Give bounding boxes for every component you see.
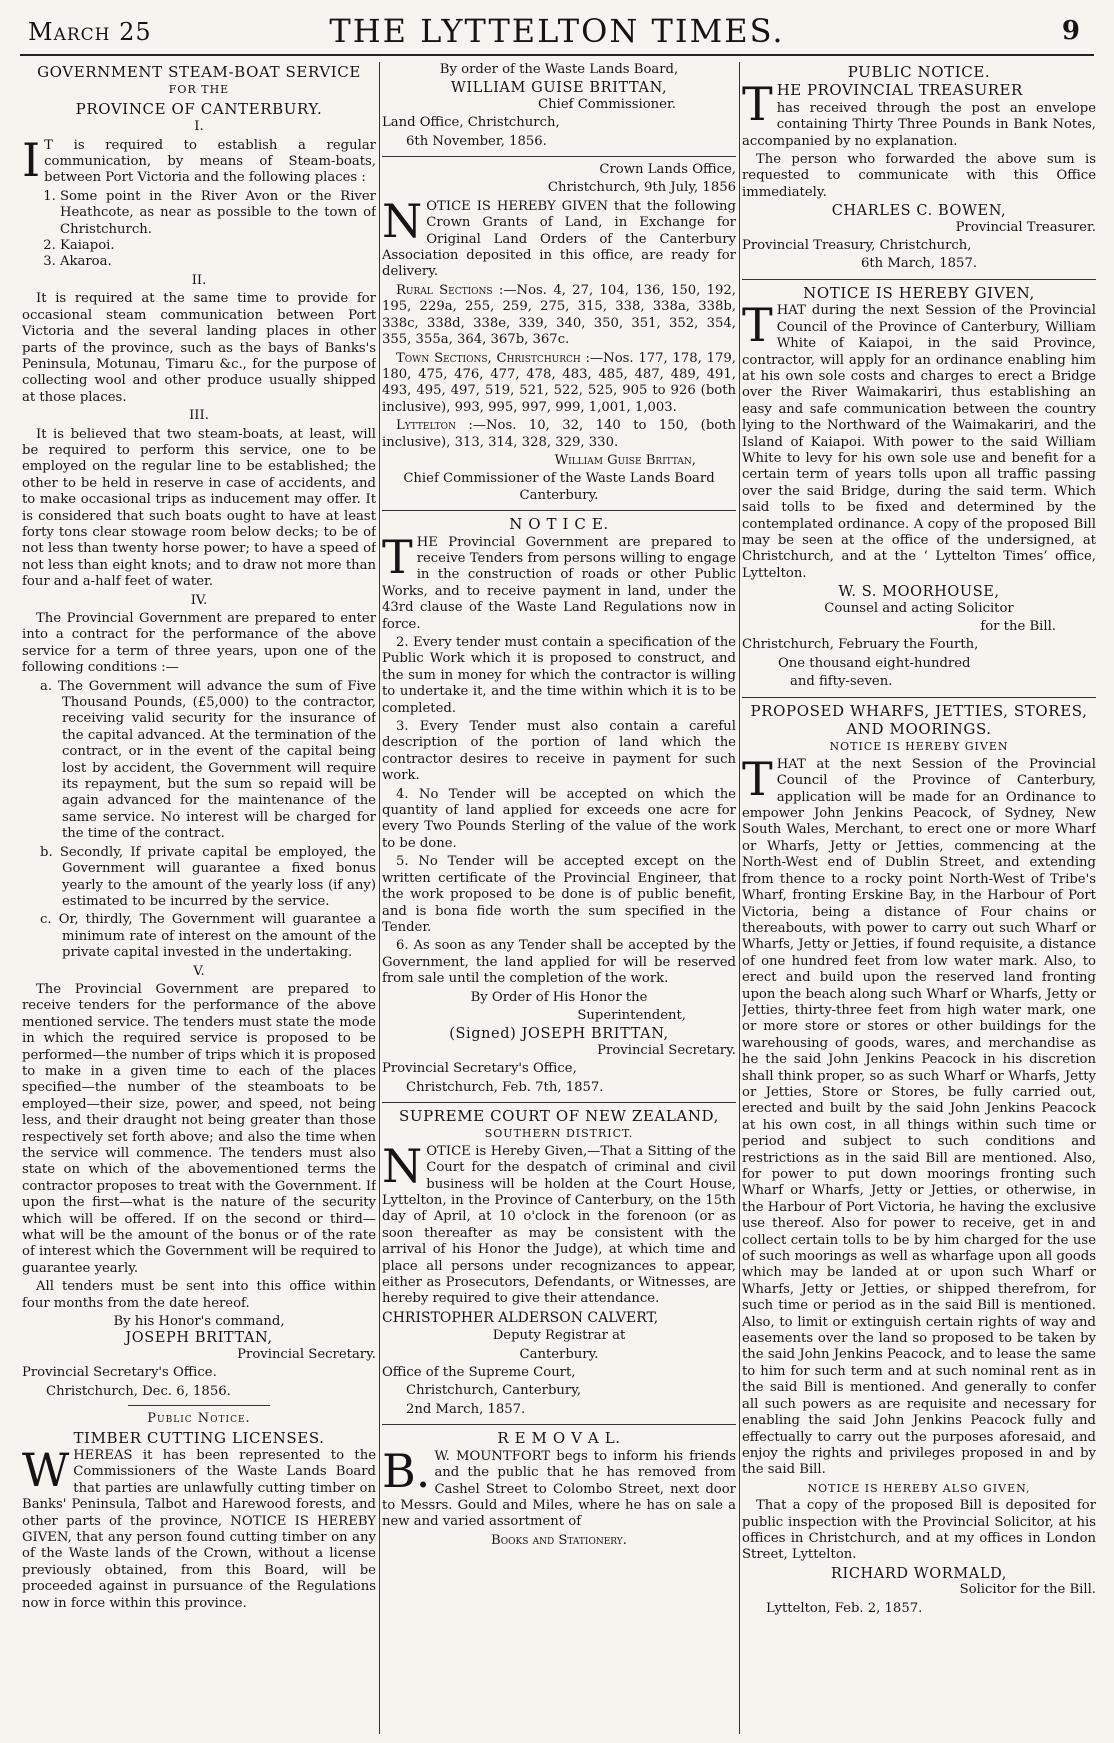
court-notice	[382, 1108, 736, 1418]
signatory-name: RICHARD WORMALD,	[831, 1565, 1007, 1582]
condition-item: c. Or, thirdly, The Government will guarantee a minimum rate of interest on the amount of the private capital invested in the undertaking.	[40, 912, 376, 961]
masthead	[20, 8, 1094, 56]
signature-line: Superintendent,	[577, 1007, 686, 1023]
notice-subtitle: NOTICE IS HEREBY ALSO GIVEN,	[807, 1481, 1031, 1495]
list-item: 3. Akaroa.	[60, 254, 376, 270]
date-line: Christchurch, Dec. 6, 1856.	[46, 1383, 231, 1399]
signature-line: By order of the Waste Lands Board,	[439, 62, 679, 77]
section-number: IV.	[190, 592, 208, 608]
notice-subtitle: SOUTHERN DISTRICT.	[484, 1127, 634, 1141]
section-number: II.	[191, 272, 207, 288]
notice-title: PUBLIC NOTICE.	[847, 63, 991, 81]
divider	[382, 156, 736, 157]
signature-line: By Order of His Honor the	[470, 989, 648, 1005]
column-3	[742, 62, 1096, 1734]
paragraph: THAT at the next Session of the Provincial Council of the Province of Canterbury, application will be made for an Ordinance to empower John Jenkins Peacock, of Sydney, New South Wales, Merchant, to erect one or more Wharf or Wharfs, Jetty or Jetties, commencing at the North-West end of Dublin Street, and extending from thence to a rocky point North-West of Tribe's Wharf, fronting Erskine Bay, in the Harbour of Port Victoria, being a distance of Four chains or thereabouts, with power to carry out such Wharf or Wharfs, Jetty or Jetties, if found requisite, a distance of one hundred feet from low water mark. Also, to erect and build upon the reserved land fronting upon the beach along such Wharf or Wharfs, Jetty or Jetties, thirty-three feet from high water mark, one or more store or stores or other buildings for the warehousing of goods, wares, and merchandise as he the said John Jenkins Peacock in his discretion shall think proper, so as such Wharf or Wharfs, Jetty or Jetties, Store or Stores, be fully carried out, erected and built by the said John Jenkins Peacock at his own cost, in all things within such time or period and subject to such conditions and restrictions as in the said Bill are mentioned. Also, for power to put down moorings fronting such Wharf or Wharfs, Jetty or Jetties, or otherwise, in the Harbour of Port Victoria, he having the exclusive use thereof. Also for power to receive, get in and collect certain tolls to be by him charged for the use of such moorings as well as wharfage upon all goods which may be landed at or upon such Wharf or Wharfs, Jetty or Jetties, or shipped therefrom, for such time or period as in the said Bill is mentioned. Also, to limit or extinguish certain rights of way and easements over the land so proposed to be taken by the said John Jenkins Peacock, and to lease the same to him for such term and at such nominal rent as in the said Bill is mentioned. And generally to confer all such powers as are requisite and necessary for enabling the said John Jenkins Peacock fully and effectually to carry out the purposes aforesaid, and enjoy the rights and privileges proposed in and by the said Bill.	[742, 751, 1096, 1478]
signatory-role: Deputy Registrar at	[492, 1328, 626, 1344]
section-label: Rural Sections :—	[396, 282, 517, 298]
notice-title: NOTICE IS HEREBY GIVEN,	[803, 283, 1035, 302]
date-line: and fifty-seven.	[790, 674, 893, 690]
signatory-name: (Signed) JOSEPH BRITTAN,	[449, 1026, 669, 1043]
date-line: 2nd March, 1857.	[406, 1401, 526, 1417]
notice-title: AND MOORINGS.	[846, 720, 992, 739]
paragraph: NOTICE is Hereby Given,—That a Sitting of the Court for the despatch of criminal and civil business will be holden at the Court House, Lyttelton, in the Province of Canterbury, on the 15th day of April, at 10 o'clock in the forenoon (or as soon thereafter as may be consistent with the arrival of his Honor the Judge), at which time and place all persons under recognizances to appear, either as Prosecutors, Defendants, or Witnesses, are hereby required to give their attendance.	[382, 1138, 736, 1307]
divider	[382, 1102, 736, 1103]
date-line: 6th November, 1856.	[406, 133, 547, 149]
paragraph: The person who forwarded the above sum is requested to communicate with this Office immediately.	[742, 152, 1096, 200]
column-2	[382, 62, 736, 1734]
paragraph: B. W. MOUNTFORT begs to inform his friends and the public that he has removed from Cashel Street to Colombo Street, next door to Messrs. Gould and Miles, where he has on sale a new and varied assortment of	[382, 1443, 736, 1530]
office-line: Provincial Secretary's Office,	[382, 1061, 577, 1077]
paragraph: 3. Every Tender must also contain a careful description of the portion of land which the contractor desires to receive in payment for such work.	[382, 719, 736, 784]
treasurer-notice	[742, 64, 1096, 273]
paragraph: That a copy of the proposed Bill is deposited for public inspection with the Provincial Solicitor, at his offices in Christchurch, and at my offices in London Street, Lyttelton.	[742, 1498, 1096, 1563]
office-line: Provincial Treasury, Christchurch,	[742, 238, 972, 254]
office-line: Provincial Secretary's Office.	[22, 1365, 217, 1381]
column-1	[22, 62, 376, 1734]
signatory-role: Solicitor for the Bill.	[959, 1582, 1096, 1598]
notice-title: TIMBER CUTTING LICENSES.	[73, 1428, 325, 1447]
paragraph: THE Provincial Government are prepared to receive Tenders from persons willing to engage in the construction of roads or other Public Works, and to receive payment in land, under the 43rd clause of the Waste Land Regulations now in force.	[382, 529, 736, 632]
notice-title: PROPOSED WHARFS, JETTIES, STORES,	[750, 701, 1088, 720]
section-number: V.	[193, 963, 205, 979]
signatory-name: CHRISTOPHER ALDERSON CALVERT,	[382, 1309, 659, 1326]
paragraph: It is required at the same time to provide for occasional steam communication between Port Victoria and the several landing places in other parts of the province, such as the bays of Banks's Peninsula, Motunau, Timaru &c., for the purpose of collecting wool and other produce usually shipped at those places.	[22, 291, 376, 405]
divider	[742, 697, 1096, 698]
timber-notice-continued	[382, 62, 736, 150]
paragraph: It is believed that two steam-boats, at least, will be required to perform this service, one to be employed on the regular line to be established; the other to be held in reserve in case of accidents, and to make occasional trips as inducement may offer. It is considered that such boats ought to have at least forty tons clear stowage room below decks; to be of not less than twenty horse power; to have a speed of not less than eight knots; and to draw not more than four and a-half feet of water.	[22, 426, 376, 590]
section-number: I.	[194, 119, 204, 135]
crown-grants-notice	[382, 162, 736, 504]
signatory-name: W. S. MOORHOUSE,	[838, 584, 1000, 601]
signatory-role: Chief Commissioner of the Waste Lands Board Canterbury.	[403, 471, 715, 503]
divider	[128, 1405, 270, 1406]
timber-notice	[22, 1411, 376, 1612]
goods-line: Books and Stationery.	[491, 1532, 627, 1548]
paragraph: 5. No Tender will be accepted except on the written certificate of the Provincial Engineer, that the work proposed to be done is of public benefit, and is bona fide worth the sum specified in the Tender.	[382, 854, 736, 935]
date-line: Lyttelton, Feb. 2, 1857.	[766, 1600, 923, 1616]
date-line: Christchurch, 9th July, 1856	[547, 180, 736, 196]
paragraph: THE PROVINCIAL TREASURER has received through the post an envelope containing Thirty Three Pounds in Bank Notes, accompanied by no explanation.	[742, 77, 1096, 149]
notice-title: R E M O V A L.	[497, 1429, 621, 1448]
section-label: Lyttelton :—	[396, 418, 486, 434]
drop-cap: T	[742, 77, 773, 132]
tenders-notice	[382, 516, 736, 1096]
office-line: Office of the Supreme Court,	[382, 1365, 576, 1381]
office-line: Christchurch, Canterbury,	[406, 1383, 582, 1399]
drop-cap: N	[382, 193, 423, 248]
signatory-role: Provincial Secretary.	[597, 1042, 736, 1058]
signatory-role: Canterbury.	[519, 1346, 599, 1362]
drop-cap: I	[22, 132, 41, 187]
notice-title: PROVINCE OF CANTERBURY.	[75, 99, 323, 118]
signature-line: By his Honor's command,	[113, 1314, 285, 1330]
paragraph: 4. No Tender will be accepted on which the quantity of land applied for exceeds one acre for every Two Pounds Sterling of the value of the work to be done.	[382, 786, 736, 851]
signatory-role: Provincial Treasurer.	[955, 219, 1096, 235]
lead-line: HE PROVINCIAL TREASURER	[776, 81, 1023, 100]
place-line: Christchurch, February the Fourth,	[742, 637, 979, 653]
newspaper-title: THE LYTTELTON TIMES.	[329, 12, 785, 50]
date-line: Christchurch, Feb. 7th, 1857.	[406, 1079, 604, 1095]
places-list	[22, 189, 376, 271]
drop-cap: T	[382, 529, 413, 584]
notice-title: N O T I C E.	[509, 515, 609, 534]
page-number: 9	[1061, 16, 1080, 46]
divider	[382, 510, 736, 511]
signatory-role: for the Bill.	[980, 619, 1056, 634]
date-line: One thousand eight-hundred	[778, 655, 971, 671]
signatory-name: CHARLES C. BOWEN,	[831, 203, 1007, 220]
paragraph: Town Sections, Christchurch :—Nos. 177, 178, 179, 180, 475, 476, 477, 478, 483, 485, 487, 489, 491, 493, 495, 497, 519, 521, 522, 525, 905 to 926 (both inclusive), 993, 995, 997, 999, 1,001, 1,003.	[382, 350, 736, 415]
section-number: III.	[189, 408, 209, 424]
section-label: Town Sections, Christchurch :—	[396, 350, 604, 366]
drop-cap: N	[382, 1138, 423, 1193]
divider	[382, 1424, 736, 1425]
paragraph: I T is required to establish a regular communication, by means of Steam-boats, between Port Victoria and the following places :	[22, 132, 376, 187]
paragraph: All tenders must be sent into this office within four months from the date hereof.	[22, 1279, 376, 1311]
drop-cap: T	[742, 298, 773, 353]
removal-notice	[382, 1430, 736, 1549]
paragraph: The Provincial Government are prepared to enter into a contract for the performance of the above service for a term of three years, upon one of the following conditions :—	[22, 611, 376, 676]
office-line: Crown Lands Office,	[599, 162, 736, 178]
column-rule	[739, 62, 740, 1734]
paragraph: NOTICE IS HEREBY GIVEN that the following Crown Grants of Land, in Exchange for Original Land Orders of the Canterbury Association deposited in this office, are ready for delivery.	[382, 193, 736, 280]
list-item: 2. Kaiapoi.	[60, 238, 376, 254]
signatory-name: JOSEPH BRITTAN,	[125, 1330, 273, 1347]
paragraph: THAT during the next Session of the Provincial Council of the Province of Canterbury, William White of Kaiapoi, in the said Province, contractor, will apply for an ordinance enabling him at his own sole costs and charges to erect a Bridge over the River Waimakariri, thus establishing an easy and safe communication between the country lying to the Northward of the Waimakariri, and the Island of Kaiapoi. With power to the said William White to levy for his own sole use and benefit for a certain term of years tolls upon all traffic passing over the said Bridge, during the said term. Which said tolls to be fixed and determined by the contemplated ordinance. A copy of the proposed Bill may be seen at the office of the undersigned, at Christchurch, and at the ‘ Lyttelton Times’ office, Lyttelton.	[742, 298, 1096, 581]
list-item: 1. Some point in the River Avon or the River Heathcote, as near as possible to the town of Christchurch.	[60, 189, 376, 238]
drop-cap: T	[742, 751, 773, 806]
notice-title: GOVERNMENT STEAM-BOAT SERVICE	[37, 63, 361, 81]
signatory-role: Counsel and acting Solicitor	[824, 600, 1014, 616]
drop-cap: B.	[382, 1443, 431, 1498]
steamboat-notice	[22, 64, 376, 1400]
wharf-notice	[742, 703, 1096, 1617]
paragraph: WHEREAS it has been represented to the Commissioners of the Waste Lands Board that parties are unlawfully cutting timber on Banks' Peninsula, Talbot and Harewood forests, and other parts of the province, NOTICE IS HEREBY GIVEN, that any person found cutting timber on any of the Waste lands of the Crown, without a license previously obtained, from this Board, will be proceeded against in pursuance of the Regulations now in force within this province.	[22, 1442, 376, 1611]
date-line: 6th March, 1857.	[860, 256, 978, 272]
paragraph: 2. Every tender must contain a specification of the Public Work which it is proposed to construct, and the sum in money for which the contractor is willing to undertake it, and the time within which it is to be completed.	[382, 635, 736, 716]
divider	[742, 279, 1096, 280]
paragraph: The Provincial Government are prepared to receive tenders for the performance of the above mentioned service. The tenders must state the mode in which the required service is proposed to be performed—the number of trips which it is proposed to make in a given time to each of the places specified—the number of the steamboats to be employed—their size, power, and speed, not being less, and their draught not being greater than those respectively set forth above; and also the time when the service will commence. The tenders must also state on which of the abovementioned terms the contractor proposes to treat with the Government. If upon the first—what is the nature of the security which will be offered. If on the second or third—what will be the amount of the bonus or of the rate of interest which the Government will be required to guarantee yearly.	[22, 981, 376, 1276]
signatory-name: WILLIAM GUISE BRITTAN,	[450, 80, 668, 97]
paragraph: Lyttelton :—Nos. 10, 32, 140 to 150, (both inclusive), 313, 314, 328, 329, 330.	[382, 418, 736, 450]
paragraph: Rural Sections :—Nos. 4, 27, 104, 136, 150, 192, 195, 229a, 255, 259, 275, 315, 338, 338a, 338b, 338c, 338d, 338e, 339, 340, 350, 351, 352, 354, 355, 355a, 364, 367b, 367c.	[382, 282, 736, 348]
notice-label: Public Notice.	[147, 1411, 251, 1427]
condition-item: b. Secondly, If private capital be employed, the Government will guarantee a fixed bonus yearly to the amount of the yearly loss (if any) estimated to be incurred by the service.	[40, 844, 376, 909]
notice-subtitle: NOTICE IS HEREBY GIVEN	[829, 740, 1009, 754]
signatory-name: William Guise Brittan,	[554, 452, 696, 468]
notice-title: SUPREME COURT OF NEW ZEALAND,	[398, 1106, 720, 1125]
signatory-role: Chief Commissioner.	[538, 96, 676, 112]
notice-subtitle: FOR THE	[168, 83, 230, 97]
signatory-role: Provincial Secretary.	[237, 1346, 376, 1362]
column-rule	[379, 62, 380, 1734]
issue-date: March 25	[28, 18, 152, 46]
paragraph: 6. As soon as any Tender shall be accepted by the Government, the land applied for will be reserved from sale until the completion of the work.	[382, 938, 736, 987]
condition-item: a. The Government will advance the sum of Five Thousand Pounds, (£5,000) to the contractor, receiving valid security for the insurance of the capital advanced. At the termination of the contract, or in the event of the capital being lost by accident, the Government will require its repayment, but the sum so repaid will be again advanced for the maintenance of the same service. No interest will be charged for the time of the contract.	[40, 678, 376, 842]
drop-cap: W	[22, 1442, 70, 1497]
bridge-notice	[742, 285, 1096, 691]
office-line: Land Office, Christchurch,	[382, 115, 560, 131]
